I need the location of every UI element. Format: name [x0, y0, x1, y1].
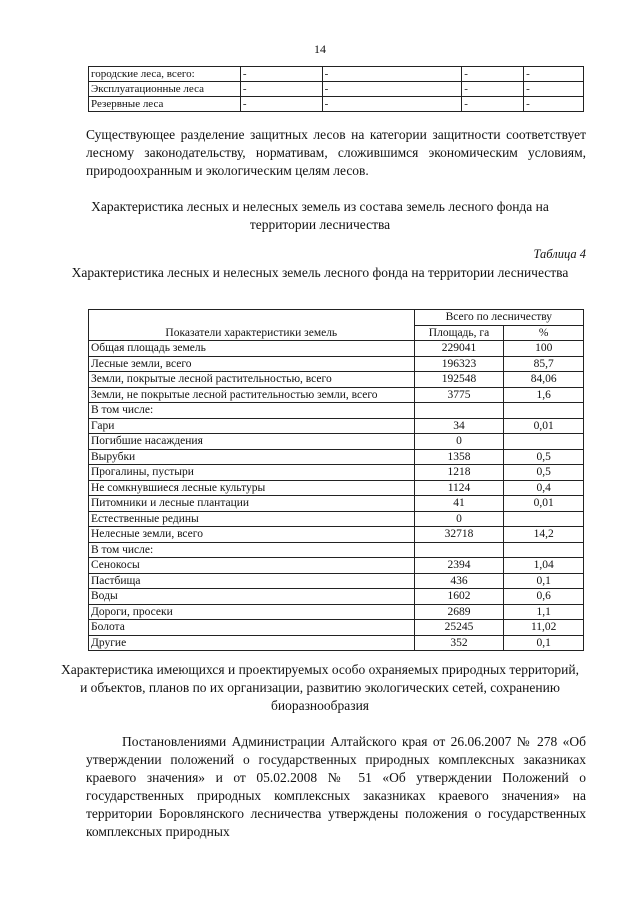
percent-cell: 0,5 [504, 449, 584, 465]
table-row [89, 387, 584, 403]
percent-cell [504, 511, 584, 527]
value-cell: - [240, 82, 322, 97]
row-label-cell: Дороги, просеки [89, 604, 415, 620]
value-cell: - [462, 82, 524, 97]
header-percent: % [504, 325, 584, 341]
table-number-label: Таблица 4 [533, 247, 586, 261]
table-row [89, 589, 584, 605]
table-row [89, 82, 584, 97]
row-label-cell: Лесные земли, всего [89, 356, 415, 372]
percent-cell: 0,4 [504, 480, 584, 496]
area-cell: 1602 [414, 589, 504, 605]
row-label-cell: Эксплуатационные леса [89, 82, 241, 97]
area-cell: 229041 [414, 341, 504, 357]
row-label-cell: В том числе: [89, 542, 415, 558]
table-row [89, 434, 584, 450]
row-label-cell: Нелесные земли, всего [89, 527, 415, 543]
percent-cell: 0,01 [504, 418, 584, 434]
row-label-cell: Пастбища [89, 573, 415, 589]
row-label-cell: Прогалины, пустыри [89, 465, 415, 481]
row-label-cell: Вырубки [89, 449, 415, 465]
area-cell: 2689 [414, 604, 504, 620]
percent-cell: 100 [504, 341, 584, 357]
value-cell: - [240, 67, 322, 82]
percent-cell: 0,5 [504, 465, 584, 481]
area-cell: 41 [414, 496, 504, 512]
percent-cell: 84,06 [504, 372, 584, 388]
area-cell: 2394 [414, 558, 504, 574]
area-cell: 192548 [414, 372, 504, 388]
area-cell: 436 [414, 573, 504, 589]
paragraph-protective-forests: Существующее разделение защитных лесов на категории защитности соответствует лесному законодательству, нормативам, сложившимся экономическим условиям, природоохранным и экологическим целям лесов. [86, 127, 586, 178]
percent-cell: 1,04 [504, 558, 584, 574]
row-label-cell: Питомники и лесные плантации [89, 496, 415, 512]
area-cell [414, 542, 504, 558]
row-label-cell: Погибшие насаждения [89, 434, 415, 450]
table-row [89, 480, 584, 496]
row-label-cell: Резервные леса [89, 97, 241, 112]
table-row [89, 496, 584, 512]
table-row [89, 418, 584, 434]
value-cell: - [462, 97, 524, 112]
row-label-cell: Не сомкнувшиеся лесные культуры [89, 480, 415, 496]
area-cell: 1124 [414, 480, 504, 496]
percent-cell [504, 542, 584, 558]
area-cell: 32718 [414, 527, 504, 543]
value-cell: - [240, 97, 322, 112]
forest-categories-table [88, 66, 584, 112]
percent-cell: 11,02 [504, 620, 584, 636]
table-row [89, 356, 584, 372]
percent-cell: 14,2 [504, 527, 584, 543]
table-row [89, 511, 584, 527]
table-row [89, 604, 584, 620]
header-group: Всего по лесничеству [414, 310, 583, 326]
area-cell: 352 [414, 635, 504, 651]
header-indicator: Показатели характеристики земель [89, 310, 415, 341]
area-cell: 34 [414, 418, 504, 434]
header-area: Площадь, га [414, 325, 504, 341]
percent-cell: 0,6 [504, 589, 584, 605]
percent-cell: 85,7 [504, 356, 584, 372]
area-cell: 0 [414, 434, 504, 450]
value-cell: - [524, 82, 584, 97]
row-label-cell: Другие [89, 635, 415, 651]
value-cell: - [322, 82, 462, 97]
row-label-cell: Болота [89, 620, 415, 636]
percent-cell [504, 434, 584, 450]
row-label-cell: Сенокосы [89, 558, 415, 574]
table-row [89, 465, 584, 481]
value-cell: - [462, 67, 524, 82]
area-cell [414, 403, 504, 419]
row-label-cell: городские леса, всего: [89, 67, 241, 82]
area-cell: 196323 [414, 356, 504, 372]
percent-cell: 1,1 [504, 604, 584, 620]
value-cell: - [322, 67, 462, 82]
row-label-cell: В том числе: [89, 403, 415, 419]
page-number: 14 [314, 42, 326, 56]
percent-cell: 0,01 [504, 496, 584, 512]
row-label-cell: Естественные редины [89, 511, 415, 527]
table-row [89, 449, 584, 465]
row-label-cell: Земли, не покрытые лесной растительностью земли, всего [89, 387, 415, 403]
table-title: Характеристика лесных и нелесных земель лесного фонда на территории лесничества [71, 265, 569, 280]
paragraph-resolutions: Постановлениями Администрации Алтайского края от 26.06.2007 № 278 «Об утверждении положений о государственных природных комплексных заказниках краевого значения» и от 05.02.2008 № 51 «Об утверждении Положений о государственных природных комплексных заказниках краевого значения» на территории Боровлянского лесничества утверждены положения о государственных комплексных природных [86, 734, 586, 839]
table-row [89, 527, 584, 543]
area-cell: 3775 [414, 387, 504, 403]
area-cell: 0 [414, 511, 504, 527]
table-header-row [89, 310, 584, 326]
table-row [89, 67, 584, 82]
table-row [89, 542, 584, 558]
value-cell: - [524, 97, 584, 112]
percent-cell: 1,6 [504, 387, 584, 403]
row-label-cell: Воды [89, 589, 415, 605]
row-label-cell: Земли, покрытые лесной растительностью, всего [89, 372, 415, 388]
percent-cell: 0,1 [504, 573, 584, 589]
table-row [89, 372, 584, 388]
value-cell: - [322, 97, 462, 112]
area-cell: 1218 [414, 465, 504, 481]
area-cell: 1358 [414, 449, 504, 465]
table-row [89, 573, 584, 589]
land-characteristics-table [88, 309, 584, 651]
table-row [89, 97, 584, 112]
table-row [89, 341, 584, 357]
percent-cell [504, 403, 584, 419]
percent-cell: 0,1 [504, 635, 584, 651]
value-cell: - [524, 67, 584, 82]
row-label-cell: Общая площадь земель [89, 341, 415, 357]
table-row [89, 403, 584, 419]
row-label-cell: Гари [89, 418, 415, 434]
section-heading-protected-areas: Характеристика имеющихся и проектируемых особо охраняемых природных территорий, и объектов, планов по их организации, развитию экологических сетей, сохранению биоразнообразия [61, 662, 579, 713]
table-row [89, 558, 584, 574]
table-row [89, 620, 584, 636]
table-row [89, 635, 584, 651]
section-heading-land-characteristics: Характеристика лесных и нелесных земель из состава земель лесного фонда на территории лесничества [91, 199, 549, 232]
area-cell: 25245 [414, 620, 504, 636]
